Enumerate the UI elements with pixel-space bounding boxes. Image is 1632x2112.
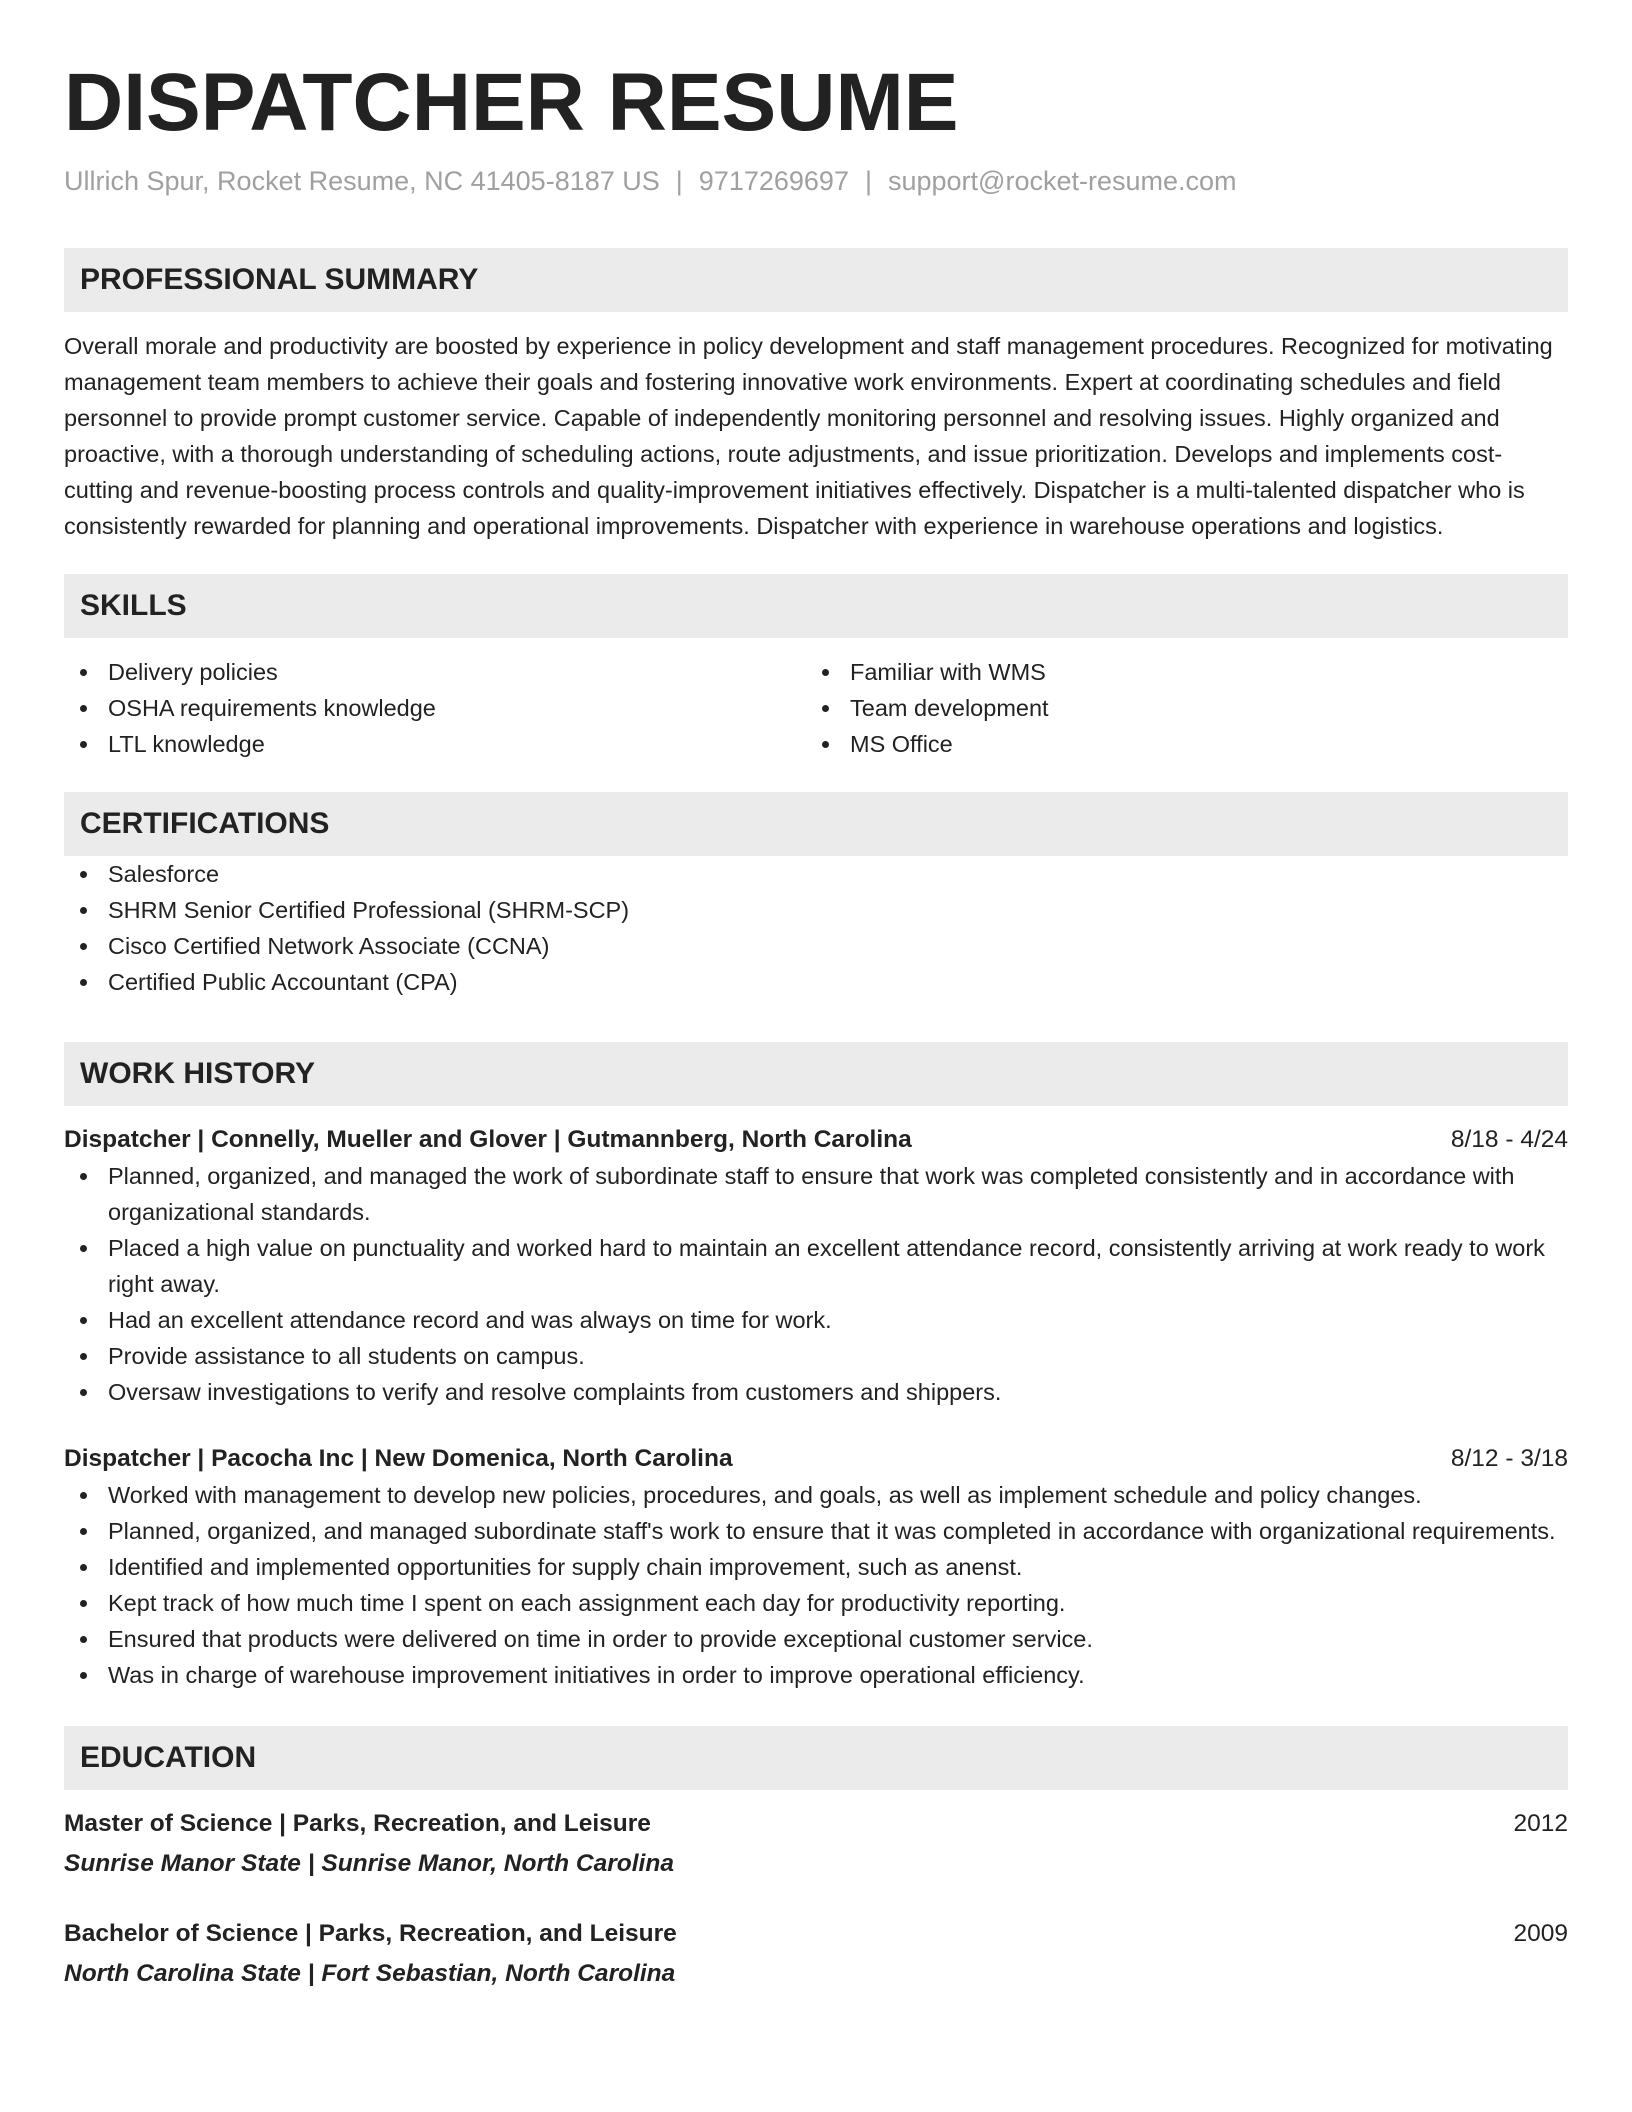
job-bullet: Identified and implemented opportunities for supply chain improvement, such as anenst. xyxy=(64,1549,1568,1585)
skill-item: LTL knowledge xyxy=(64,726,806,762)
certification-item: Salesforce xyxy=(64,856,1568,892)
education-header xyxy=(64,1916,1568,1952)
job-bullet: Kept track of how much time I spent on each assignment each day for productivity reporting. xyxy=(64,1585,1568,1621)
contact-address: Ullrich Spur, Rocket Resume, NC 41405-8187 US xyxy=(64,166,660,196)
skills-column-left xyxy=(64,654,806,762)
section-header-certifications: CERTIFICATIONS xyxy=(64,792,1568,856)
education-entry xyxy=(64,1916,1568,1992)
skill-item: Team development xyxy=(806,690,1548,726)
job-bullet: Provide assistance to all students on campus. xyxy=(64,1338,1568,1374)
job-title: Dispatcher | Pacocha Inc | New Domenica, North Carolina xyxy=(64,1445,733,1472)
section-header-work-history: WORK HISTORY xyxy=(64,1042,1568,1106)
resume-page xyxy=(64,0,1568,1992)
job-title: Dispatcher | Connelly, Mueller and Glover | Gutmannberg, North Carolina xyxy=(64,1126,912,1153)
job-dates: 8/18 - 4/24 xyxy=(1450,1126,1568,1153)
job-bullet: Had an excellent attendance record and was always on time for work. xyxy=(64,1302,1568,1338)
section-header-education: EDUCATION xyxy=(64,1726,1568,1790)
skill-item: MS Office xyxy=(806,726,1548,762)
job-bullet: Worked with management to develop new policies, procedures, and goals, as well as implement schedule and policy changes. xyxy=(64,1477,1568,1513)
section-header-summary: PROFESSIONAL SUMMARY xyxy=(64,248,1568,312)
job-bullets xyxy=(64,1158,1568,1410)
education-year: 2012 xyxy=(1513,1810,1568,1837)
job-bullet: Was in charge of warehouse improvement initiatives in order to improve operational efficiency. xyxy=(64,1657,1568,1693)
job-bullet: Ensured that products were delivered on time in order to provide exceptional customer service. xyxy=(64,1621,1568,1657)
job-bullet: Placed a high value on punctuality and worked hard to maintain an excellent attendance record, consistently arriving at work ready to work right away. xyxy=(64,1230,1568,1302)
education-school: Sunrise Manor State | Sunrise Manor, North Carolina xyxy=(64,1850,674,1877)
job-bullet: Oversaw investigations to verify and resolve complaints from customers and shippers. xyxy=(64,1374,1568,1410)
job-header xyxy=(64,1441,1568,1477)
certification-item: SHRM Senior Certified Professional (SHRM-SCP) xyxy=(64,892,1568,928)
education-entry xyxy=(64,1806,1568,1882)
contact-email[interactable]: support@rocket-resume.com xyxy=(887,166,1237,196)
job-entry xyxy=(64,1441,1568,1693)
job-bullet: Planned, organized, and managed the work of subordinate staff to ensure that work was completed consistently and in accordance with organizational standards. xyxy=(64,1158,1568,1230)
job-bullet: Planned, organized, and managed subordinate staff's work to ensure that it was completed in accordance with organizational requirements. xyxy=(64,1513,1568,1549)
education-header xyxy=(64,1806,1568,1842)
contact-line xyxy=(64,164,1568,198)
section-header-skills: SKILLS xyxy=(64,574,1568,638)
contact-separator: | xyxy=(675,166,683,196)
job-entry xyxy=(64,1122,1568,1410)
skill-item: OSHA requirements knowledge xyxy=(64,690,806,726)
education-degree: Bachelor of Science | Parks, Recreation, and Leisure xyxy=(64,1920,677,1947)
job-bullets xyxy=(64,1477,1568,1693)
job-header xyxy=(64,1122,1568,1158)
skill-item: Familiar with WMS xyxy=(806,654,1548,690)
skills-column-right xyxy=(806,654,1548,762)
contact-phone: 9717269697 xyxy=(698,166,849,196)
certifications-list xyxy=(64,856,1568,1000)
certification-item: Cisco Certified Network Associate (CCNA) xyxy=(64,928,1568,964)
certification-item: Certified Public Accountant (CPA) xyxy=(64,964,1568,1000)
skill-item: Delivery policies xyxy=(64,654,806,690)
education-school: North Carolina State | Fort Sebastian, North Carolina xyxy=(64,1960,676,1987)
education-degree: Master of Science | Parks, Recreation, and Leisure xyxy=(64,1810,651,1837)
skills-grid xyxy=(64,654,1568,762)
summary-text: Overall morale and productivity are boosted by experience in policy development and staff management procedures. Recognized for motivating management team members to achieve their goals and fostering innovative work environments. Expert at coordinating schedules and field personnel to provide prompt customer service. Capable of independently monitoring personnel and resolving issues. Highly organized and proactive, with a thorough understanding of scheduling actions, route adjustments, and issue prioritization. Develops and implements cost-cutting and revenue-boosting process controls and quality-improvement initiatives effectively. Dispatcher is a multi-talented dispatcher who is consistently rewarded for planning and operational improvements. Dispatcher with experience in warehouse operations and logistics. xyxy=(64,333,1553,539)
resume-title: DISPATCHER RESUME xyxy=(64,57,959,148)
contact-separator: | xyxy=(864,166,872,196)
job-dates: 8/12 - 3/18 xyxy=(1450,1445,1568,1472)
education-year: 2009 xyxy=(1513,1920,1568,1947)
